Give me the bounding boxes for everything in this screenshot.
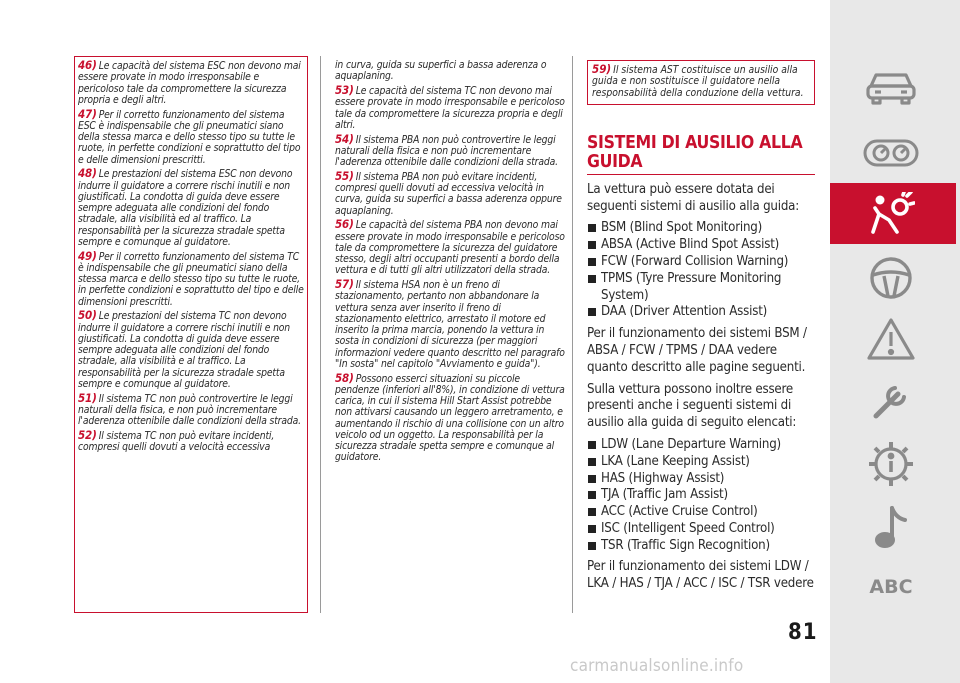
note-text: Le prestazioni del sistema ESC non devono indurre il guidatore a correre rischi inutili e non giustificati. La condotta di guida deve essere sempre adeguata alle condizioni del fondo stradale, alla visibilità ed al traffico. La responsabilità per la sicurezza stradale spetta sempre e comunque al guidatore. <box>78 168 293 248</box>
note-item <box>335 219 565 276</box>
note-item <box>335 370 565 464</box>
paragraph: Sulla vettura possono inoltre essere presenti anche i seguenti sistemi di ausilio alla guida di seguito elencati: <box>587 381 797 431</box>
list-item-label: TJA (Traffic Jam Assist) <box>601 487 728 503</box>
warning-note <box>587 60 815 105</box>
square-bullet-icon <box>588 441 596 449</box>
list-item-label: ISC (Intelligent Speed Control) <box>601 520 775 536</box>
note-text: Per il corretto funzionamento del sistema TC è indispensabile che gli pneumatici siano della stessa marca e dello stesso tipo su tutte le ruote, in perfette condizioni e soprattutto del tipo e delle dimensioni prescritti. <box>78 250 304 308</box>
note-text: Le capacità del sistema PBA non devono mai essere provate in modo irresponsabile e pericoloso tale da compromettere la sicurezza del guidatore stesso, degli altri occupanti presenti a bordo della vettura e di tutti gli altri utilizzatori della strada. <box>335 219 565 277</box>
dashboard-icon[interactable] <box>858 136 924 170</box>
list-item-label: DAA (Driver Attention Assist) <box>601 304 768 320</box>
column-divider <box>572 56 573 613</box>
page-number: 81 <box>788 620 818 645</box>
abc-label: ABC <box>869 576 913 598</box>
intro-paragraph: La vettura può essere dotata dei seguenti sistemi di ausilio alla guida: <box>587 181 800 214</box>
list-item <box>587 487 815 504</box>
list-item <box>587 471 815 488</box>
systems-list-2 <box>587 437 815 555</box>
square-bullet-icon <box>588 508 596 516</box>
list-item <box>587 220 815 237</box>
note-item <box>335 60 565 83</box>
chapter-sidebar <box>830 0 960 683</box>
note-item <box>335 279 565 370</box>
list-item-label: FCW (Forward Collision Warning) <box>601 253 789 269</box>
note-text: Il sistema TC non può controvertire le leggi naturali della fisica, e non può incrementare l'aderenza ottenibile dalle condizioni della strada. <box>78 392 301 427</box>
list-item <box>587 271 815 305</box>
square-bullet-icon <box>588 224 596 232</box>
note-item <box>78 427 304 454</box>
note-number: 55) <box>335 168 354 183</box>
column-divider <box>320 56 321 613</box>
list-item <box>587 304 815 321</box>
list-item <box>587 538 815 555</box>
list-item-label: LKA (Lane Keeping Assist) <box>601 453 750 469</box>
paragraph: Per il funzionamento dei sistemi LDW / LKA / HAS / TJA / ACC / ISC / TSR vedere <box>587 559 814 592</box>
list-item <box>587 237 815 254</box>
note-number: 50) <box>78 308 97 323</box>
square-bullet-icon <box>588 491 596 499</box>
note-item <box>78 106 304 166</box>
square-bullet-icon <box>588 475 596 483</box>
square-bullet-icon <box>588 458 596 466</box>
list-item-label: HAS (Highway Assist) <box>601 470 725 486</box>
steering-wheel-icon[interactable] <box>858 255 924 301</box>
note-item <box>78 60 304 106</box>
list-item-label: TPMS (Tyre Pressure Monitoring System) <box>601 270 782 303</box>
note-text: Il sistema HSA non è un freno di stazionamento, pertanto non abbandonare la vettura senza aver inserito il freno di stazionamento elettrico, arrestato il motore ed inserito la prima marcia, ponendo la vettura in sosta in condizioni di sicurezza (per maggiori informazioni vedere quanto descritto nel paragrafo "In sosta" nel capitolo "Avviamento e guida"). <box>335 279 565 370</box>
paragraph: Per il funzionamento dei sistemi BSM / ABSA / FCW / TPMS / DAA vedere quanto descritto alle pagine seguenti. <box>587 326 807 375</box>
notes-column-1 <box>78 60 304 456</box>
note-number: 56) <box>335 217 354 232</box>
note-item <box>335 168 565 217</box>
list-item-label: ACC (Active Cruise Control) <box>601 504 758 520</box>
list-item <box>587 454 815 471</box>
note-text: Le capacità del sistema ESC non devono mai essere provate in modo irresponsabile e pericoloso tale da compromettere la sicurezza propria e degli altri. <box>78 60 301 106</box>
square-bullet-icon <box>588 275 596 283</box>
note-number: 47) <box>78 106 97 121</box>
list-item <box>587 254 815 271</box>
wrench-icon[interactable] <box>858 378 924 424</box>
airbag-safety-icon[interactable] <box>858 192 924 236</box>
list-item-label: TSR (Traffic Sign Recognition) <box>601 537 770 553</box>
note-item <box>335 85 565 131</box>
note-item <box>335 131 565 169</box>
note-text: Per il corretto funzionamento del sistema ESC è indispensabile che gli pneumatici siano della stessa marca e dello stesso tipo su tutte le ruote, in perfette condizioni e soprattutto del tipo e delle dimensioni prescritti. <box>78 108 301 166</box>
list-item <box>587 437 815 454</box>
note-number: 51) <box>78 390 97 405</box>
list-item <box>587 521 815 538</box>
section-body <box>587 182 815 593</box>
warning-triangle-icon[interactable] <box>858 316 924 362</box>
section-title: SISTEMI DI AUSILIO ALLA GUIDA <box>587 132 803 172</box>
car-icon[interactable] <box>858 68 924 108</box>
note-text: Possono esserci situazioni su piccole pendenze (inferiori all'8%), in condizione di vettura carica, in cui il sistema Hill Start Assist potrebbe non attivarsi causando un leggero arretramento, e aumentando il rischio di una collisione con un altro veicolo od un oggetto. La responsabilità per la sicurezza stradale spetta sempre e comunque al guidatore. <box>335 372 565 464</box>
note-number: 54) <box>335 131 354 146</box>
note-item <box>78 390 304 428</box>
note-number: 53) <box>335 83 354 97</box>
list-item-label: LDW (Lane Departure Warning) <box>601 436 781 452</box>
note-number: 52) <box>78 427 97 442</box>
note-number: 48) <box>78 166 97 181</box>
note-number: 57) <box>335 277 354 291</box>
list-item <box>587 504 815 521</box>
abc-index[interactable] <box>858 574 924 600</box>
note-number: 49) <box>78 248 97 263</box>
note-item <box>78 310 304 390</box>
note-text: Le capacità del sistema TC non devono mai essere provate in modo irresponsabile e pericoloso tale da compromettere la sicurezza propria e degli altri. <box>335 85 565 131</box>
square-bullet-icon <box>588 258 596 266</box>
main-column <box>587 60 815 598</box>
square-bullet-icon <box>588 525 596 533</box>
note-number: 46) <box>78 58 97 72</box>
list-item-label: ABSA (Active Blind Spot Assist) <box>601 237 780 253</box>
gear-info-icon[interactable] <box>858 440 924 488</box>
note-text: Il sistema PBA non può controvertire le leggi naturali della fisica e non può incrementare l'aderenza ottenibile dalle condizioni della strada. <box>335 133 558 168</box>
note-item <box>78 168 304 248</box>
note-number: 58) <box>335 370 354 385</box>
note-text: Il sistema TC non può evitare incidenti, compresi quelli dovuti a velocità eccessiva <box>78 429 275 453</box>
music-note-icon[interactable] <box>858 504 924 550</box>
note-text: in curva, guida su superfici a bassa aderenza o aquaplaning. <box>335 59 547 83</box>
systems-list-1 <box>587 220 815 321</box>
title-underline <box>587 174 815 175</box>
note-item <box>78 248 304 308</box>
notes-column-2 <box>335 60 565 466</box>
note-text: Le prestazioni del sistema TC non devono indurre il guidatore a correre rischi inutili e non giustificati. La condotta di guida deve essere sempre adeguata alle condizioni del fondo stradale, alla visibilità e al traffico. La responsabilità per la sicurezza stradale spetta sempre e comunque al guidatore. <box>78 310 291 390</box>
note-text: Il sistema PBA non può evitare incidenti, compresi quelli dovuti ad eccessiva velocità in curva, guida su superfici a bassa aderenza oppure aquaplaning. <box>335 170 562 217</box>
list-item-label: BSM (Blind Spot Monitoring) <box>601 220 763 236</box>
note-text: Il sistema AST costituisce un ausilio alla guida e non sostituisce il guidatore nella responsabilità della conduzione della vettura. <box>592 64 804 99</box>
square-bullet-icon <box>588 241 596 249</box>
watermark: carmanualsonline.info <box>570 656 744 676</box>
square-bullet-icon <box>588 308 596 316</box>
note-number: 59) <box>592 62 612 76</box>
square-bullet-icon <box>588 542 596 550</box>
